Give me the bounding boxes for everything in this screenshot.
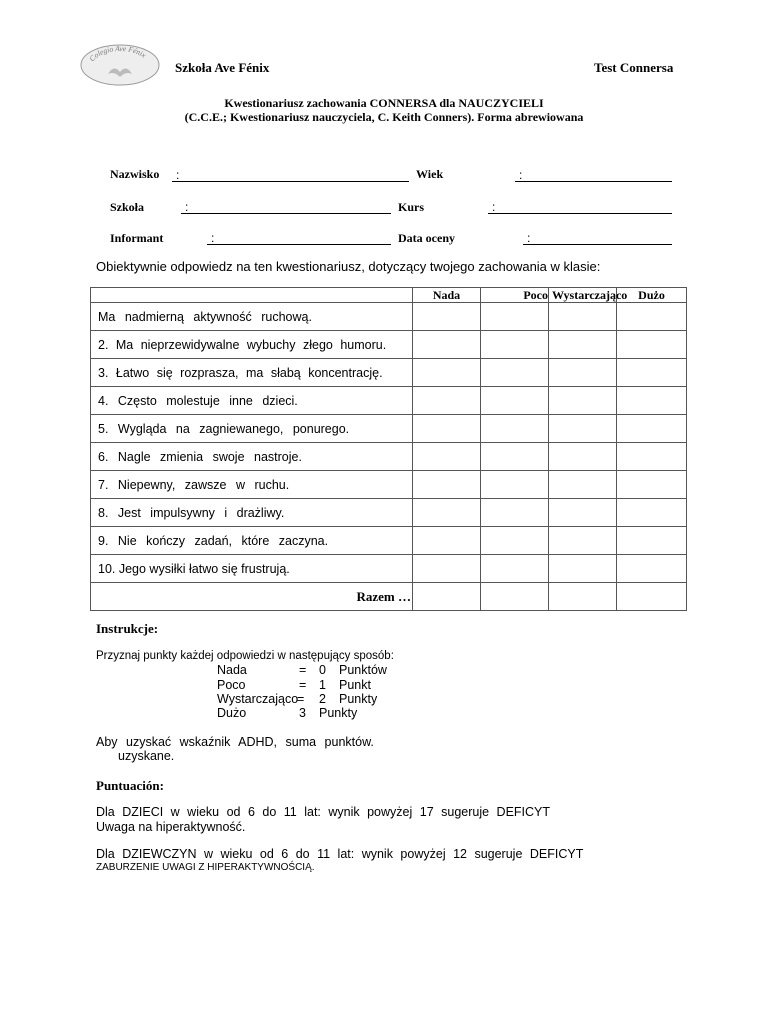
item-8-label: 8. Jest impulsywny i drażliwy. [91,499,413,527]
score-points-nada: 0 [319,663,326,677]
item-4-label: 4. Często molestuje inne dzieci. [91,387,413,415]
answer-cell[interactable] [549,359,617,387]
header-wystarczajaco: Wystarczająco [549,288,617,303]
item-7-label: 7. Niepewny, zawsze w ruchu. [91,471,413,499]
table-row [91,499,687,527]
item-10-label: 10. Jego wysiłki łatwo się frustrują. [91,555,413,583]
instruction-bullet-2-text: Aby uzyskać wskaźnik ADHD, suma punktów. [96,735,374,749]
answer-cell[interactable] [549,499,617,527]
answer-cell[interactable] [549,555,617,583]
total-cell[interactable] [481,583,549,611]
total-cell[interactable] [549,583,617,611]
answer-cell[interactable] [413,359,481,387]
answer-cell[interactable] [413,499,481,527]
test-name: Test Connersa [594,60,674,75]
table-row [91,527,687,555]
scoring-boys-line-2: Uwaga na hiperaktywność. [96,820,246,834]
instruction-bullet-2-continued: uzyskane. [118,749,175,763]
answer-cell[interactable] [481,303,549,331]
score-points-wystarczajaco: 2 [319,692,326,706]
scoring-girls-line-2: ZABURZENIE UWAGI Z HIPERAKTYWNOŚCIĄ. [96,862,315,873]
nazwisko-field[interactable]: : [172,168,409,182]
answer-cell[interactable] [617,443,687,471]
table-row [91,415,687,443]
answer-cell[interactable] [481,359,549,387]
score-eq-poco: = [299,678,307,692]
score-unit-poco: Punkt [339,678,371,692]
kurs-field[interactable]: : [488,200,672,214]
score-points-duzo: 3 [299,706,306,720]
score-unit-nada: Punktów [339,663,387,677]
item-3-label: 3. Łatwo się rozprasza, ma słabą koncentrację. [91,359,413,387]
score-eq-nada: = [299,663,307,677]
item-6-label: 6. Nagle zmienia swoje nastroje. [91,443,413,471]
data-oceny-field[interactable]: : [523,231,672,245]
item-5-label: 5. Wygląda na zagniewanego, ponurego. [91,415,413,443]
scoring-boys-line-1: Dla DZIECI w wieku od 6 do 11 lat: wynik powyżej 17 sugeruje DEFICYT [96,805,551,819]
instructions-heading: Instrukcje: [96,621,159,636]
table-row [91,443,687,471]
item-9-label: 9. Nie kończy zadań, które zaczyna. [91,527,413,555]
answer-cell[interactable] [481,415,549,443]
answer-cell[interactable] [549,471,617,499]
answer-cell[interactable] [617,555,687,583]
logo-text: Colegio Ave Fénix [87,44,148,64]
score-name-wystarczajaco: Wystarczająco [217,692,299,706]
table-row [91,303,687,331]
answer-cell[interactable] [481,331,549,359]
table-row [91,387,687,415]
answer-cell[interactable] [617,527,687,555]
table-row [91,555,687,583]
item-2-label: 2. Ma nieprzewidywalne wybuchy złego humoru. [91,331,413,359]
instruction-bullet-1 [96,650,394,662]
score-name-duzo: Dużo [217,706,247,720]
header-duzo: Dużo [617,288,687,303]
answer-cell[interactable] [481,443,549,471]
answer-cell[interactable] [413,471,481,499]
document-subtitle: (C.C.E.; Kwestionariusz nauczyciela, C. Keith Conners). Forma abrewiowana [184,110,584,124]
header-empty-cell [91,288,413,303]
answer-cell[interactable] [413,331,481,359]
answer-cell[interactable] [413,303,481,331]
header-nada: Nada [413,288,481,303]
answer-cell[interactable] [413,443,481,471]
wiek-label: Wiek [416,167,444,181]
answer-cell[interactable] [481,527,549,555]
scoring-girls-line-1: Dla DZIEWCZYN w wieku od 6 do 11 lat: wynik powyżej 12 sugeruje DEFICYT [96,847,584,861]
answer-cell[interactable] [549,387,617,415]
table-row [91,331,687,359]
item-1-label: Ma nadmierną aktywność ruchową. [91,303,413,331]
answer-cell[interactable] [617,303,687,331]
score-unit-wystarczajaco: Punkty [339,692,378,706]
school-logo [80,44,160,86]
score-name-poco: Poco [217,678,246,692]
szkola-label: Szkoła [110,200,145,214]
total-row [91,583,687,611]
header-poco: Poco [481,288,549,303]
total-label: Razem … [91,583,413,611]
answer-cell[interactable] [481,499,549,527]
answer-cell[interactable] [481,555,549,583]
table-row [91,359,687,387]
answer-cell[interactable] [413,415,481,443]
answer-cell[interactable] [549,415,617,443]
total-cell[interactable] [617,583,687,611]
answer-cell[interactable] [413,555,481,583]
instruction-bullet-1-text: Przyznaj punkty każdej odpowiedzi w następujący sposób: [96,650,394,662]
score-points-poco: 1 [319,678,326,692]
score-name-nada: Nada [217,663,247,677]
total-cell[interactable] [413,583,481,611]
informant-label: Informant [110,231,164,245]
answer-cell[interactable] [549,331,617,359]
answer-cell[interactable] [549,443,617,471]
answer-cell[interactable] [617,499,687,527]
instruction-bullet-2 [96,735,374,749]
answer-cell[interactable] [617,331,687,359]
answer-cell[interactable] [413,527,481,555]
informant-field[interactable]: : [207,231,391,245]
table-row [91,471,687,499]
wiek-field[interactable]: : [515,168,672,182]
answer-cell[interactable] [617,415,687,443]
data-oceny-label: Data oceny [398,231,455,245]
answer-cell[interactable] [481,471,549,499]
scoring-heading [96,778,164,794]
scoring-heading-text: Puntuación: [96,778,164,793]
nazwisko-label: Nazwisko [110,167,160,181]
answer-cell[interactable] [549,527,617,555]
answer-cell[interactable] [617,471,687,499]
school-name: Szkoła Ave Fénix [175,60,270,75]
answer-cell[interactable] [413,387,481,415]
intro-text: Obiektywnie odpowiedz na ten kwestionariusz, dotyczący twojego zachowania w klasie: [96,259,601,274]
answer-cell[interactable] [549,303,617,331]
document-title: Kwestionariusz zachowania CONNERSA dla NAUCZYCIELI [224,96,544,110]
score-unit-duzo: Punkty [319,706,358,720]
score-eq-wystarczajaco: = [297,692,305,706]
answer-cell[interactable] [481,387,549,415]
table-header-row [91,288,687,303]
szkola-field[interactable]: : [181,200,391,214]
kurs-label: Kurs [398,200,425,214]
questionnaire-table [90,287,687,611]
answer-cell[interactable] [617,387,687,415]
answer-cell[interactable] [617,359,687,387]
